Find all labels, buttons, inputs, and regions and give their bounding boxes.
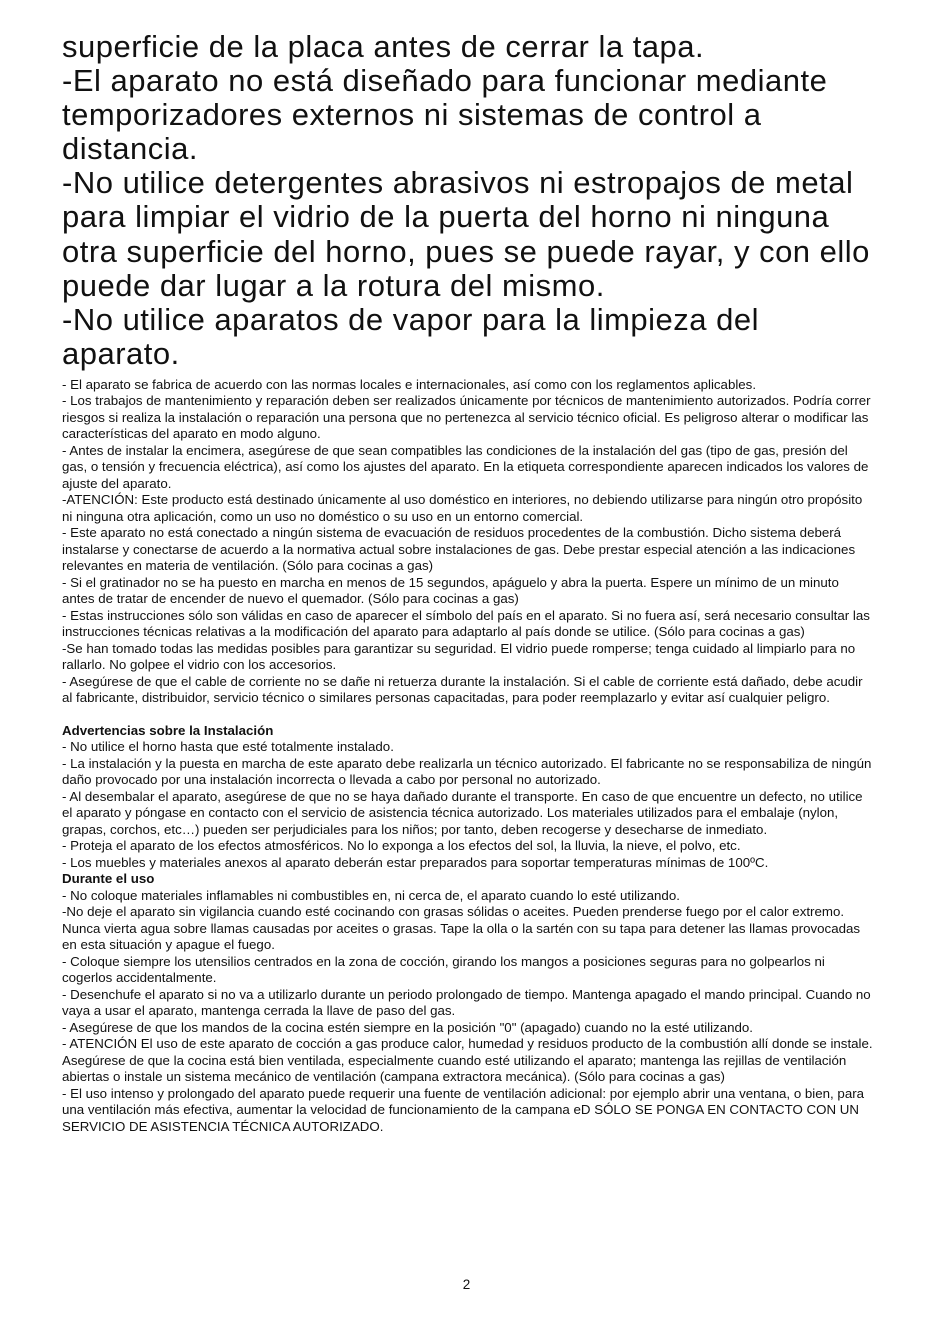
warning-paragraph: - Antes de instalar la encimera, asegúrese de que sean compatibles las condiciones de la instalación del gas (tipo de gas, presión del gas, o tensión y frecuencia eléctrica), así como los ajustes del aparato. En la etiqueta correspondiente aparecen indicados los valores de ajuste del aparato. [62,442,869,491]
warning-paragraph: -ATENCIÓN: Este producto está destinado únicamente al uso doméstico en interiores, no debiendo utilizarse para ningún otro propósito ni ninguna otra aplicación, como un uso no doméstico o su uso en un entorno comercial. [62,492,863,524]
document-page [62,30,874,1135]
usage-heading: Durante el uso [62,871,155,887]
warning-paragraph: - Asegúrese de que el cable de corriente no se dañe ni retuerza durante la instalación. Si el cable de corriente está dañado, debe acudir al fabricante, distribuidor, servicio técnico o similares personas capacitadas, para poder reemplazarlo y evitar así cualquier peligro. [62,673,863,706]
warning-paragraph: -Se han tomado todas las medidas posibles para garantizar su seguridad. El vidrio puede romperse; tenga cuidado al limpiarlo para no rallarlo. No golpee el vidrio con los accesorios. [62,640,856,673]
installation-paragraph: - Los muebles y materiales anexos al aparato deberán estar preparados para soportar temperaturas mínimas de 100ºC. [62,854,769,870]
installation-heading: Advertencias sobre la Instalación [62,722,274,738]
usage-paragraph: -No deje el aparato sin vigilancia cuando esté cocinando con grasas sólidas o aceites. Pueden prenderse fuego por el calor extremo. Nunca vierta agua sobre llamas causadas por aceites o grasas. Tape la olla o la sartén con su tapa para detener las llamas provocadas en esta situación y apague el fuego. [62,904,861,953]
usage-paragraph: - Desenchufe el aparato si no va a utilizarlo durante un periodo prolongado de tiempo. Mantenga apagado el mando principal. Cuando no vaya a usar el aparato, mantenga cerrada la llave de paso del gas. [62,986,871,1019]
usage-paragraph: - Coloque siempre los utensilios centrados en la zona de cocción, girando los mangos a posiciones seguras para no golpearlos ni cogerlos accidentalmente. [62,953,825,986]
general-warnings-section [62,377,874,1136]
warning-paragraph: - Estas instrucciones sólo son válidas en caso de aparecer el símbolo del país en el aparato. Si no fuera así, será necesario consultar las instrucciones técnicas relativas a la modificación del aparato para adaptarlo al país donde se utilice. (Sólo para cocinas a gas) [62,607,870,640]
installation-paragraph: - Al desembalar el aparato, asegúrese de que no se haya dañado durante el transporte. En caso de que encuentre un defecto, no utilice el aparato y póngase en contacto con el servicio de asistencia técnica autorizado. Los materiales utilizados para el embalaje (nylon, grapas, corchos, etc…) pueden ser perjudiciales para los niños; por tanto, deben recogerse y desecharse de inmediato. [62,788,863,837]
usage-paragraph: - Asegúrese de que los mandos de la cocina estén siempre en la posición "0" (apagado) cuando no la esté utilizando. [62,1019,753,1035]
large-paragraph: -No utilice aparatos de vapor para la limpieza del aparato. [62,301,760,371]
large-paragraph: -No utilice detergentes abrasivos ni estropajos de metal para limpiar el vidrio de la puerta del horno ni ninguna otra superficie del horno, pues se puede rayar, y con ello puede dar lugar a la rotura del mismo. [62,165,870,303]
installation-paragraph: - Proteja el aparato de los efectos atmosféricos. No lo exponga a los efectos del sol, la lluvia, la nieve, el polvo, etc. [62,838,741,854]
installation-paragraph: - La instalación y la puesta en marcha de este aparato debe realizarla un técnico autorizado. El fabricante no se responsabiliza de ningún daño provocado por una instalación incorrecta o llevada a cabo por personal no autorizado. [62,755,872,788]
large-print-section [62,30,874,371]
usage-paragraph: - ATENCIÓN El uso de este aparato de cocción a gas produce calor, humedad y residuos producto de la combustión allí donde se instale. Asegúrese de que la cocina está bien ventilada, especialmente cuando esté utilizando el aparato; mantenga las rejillas de ventilación abiertas o instale un sistema mecánico de ventilación (campana extractora mecánica). (Sólo para cocinas a gas) [62,1036,873,1085]
warning-paragraph: - Este aparato no está conectado a ningún sistema de evacuación de residuos procedentes de la combustión. Dicho sistema deberá instalarse y conectarse de acuerdo a la normativa actual sobre instalaciones de gas. Debe prestar especial atención a las indicaciones relevantes en materia de ventilación. (Sólo para cocinas a gas) [62,525,856,574]
installation-paragraph: - No utilice el horno hasta que esté totalmente instalado. [62,739,394,755]
usage-paragraph: - El uso intenso y prolongado del aparato puede requerir una fuente de ventilación adicional: por ejemplo abrir una ventana, o bien, para una ventilación más efectiva, aumentar la velocidad de funcionamiento de la campana eD SÓLO SE PONGA EN CONTACTO CON UN SERVICIO DE ASISTENCIA TÉCNICA AUTORIZADO. [62,1085,865,1134]
usage-paragraph: - No coloque materiales inflamables ni combustibles en, ni cerca de, el aparato cuando lo esté utilizando. [62,887,680,903]
warning-paragraph: - El aparato se fabrica de acuerdo con las normas locales e internacionales, así como con los reglamentos aplicables. [62,376,757,392]
page-number: 2 [462,1277,471,1292]
large-paragraph: superficie de la placa antes de cerrar la tapa. [62,29,705,64]
large-paragraph: -El aparato no está diseñado para funcionar mediante temporizadores externos ni sistemas de control a distancia. [62,63,828,167]
warning-paragraph: - Si el gratinador no se ha puesto en marcha en menos de 15 segundos, apáguelo y abra la puerta. Espere un mínimo de un minuto antes de tratar de encender de nuevo el quemador. (Sólo para cocinas a gas) [62,574,839,607]
warning-paragraph: - Los trabajos de mantenimiento y reparación deben ser realizados únicamente por técnicos de mantenimiento autorizados. Podría correr riesgos si realiza la instalación o reparación una persona que no pertenezca al servicio técnico oficial. Es peligroso alterar o modificar las características del aparato en modo alguno. [62,393,871,442]
section-spacer [62,707,874,723]
